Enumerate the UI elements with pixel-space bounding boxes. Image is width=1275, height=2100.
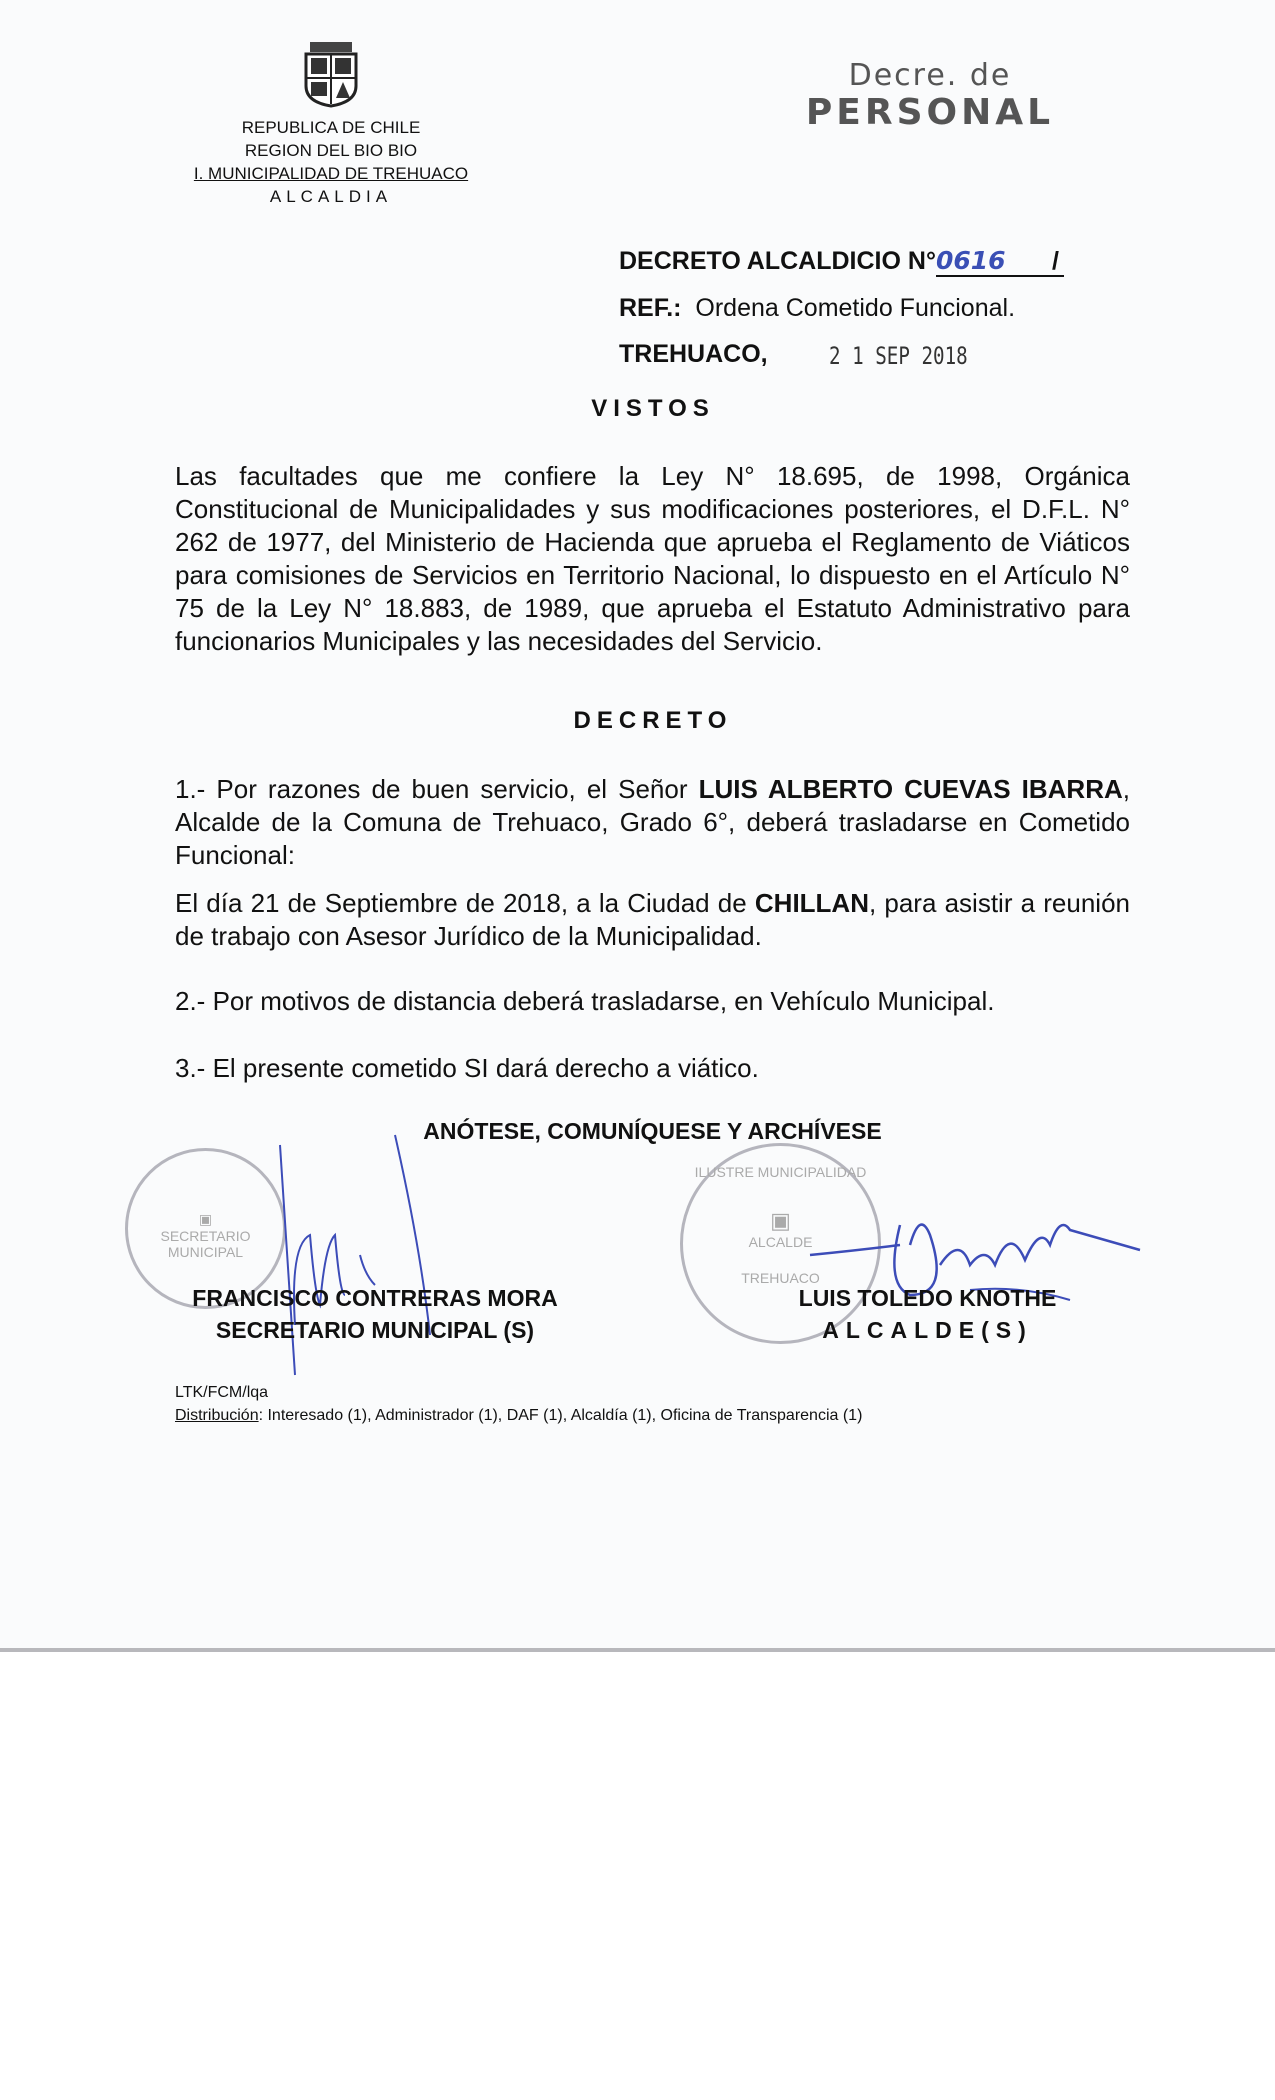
decree-slash: / <box>1051 247 1059 275</box>
official-name: LUIS ALBERTO CUEVAS IBARRA <box>698 774 1123 804</box>
date-stamp: 2 1 SEP 2018 <box>829 342 968 370</box>
initials: LTK/FCM/lqa <box>175 1384 269 1401</box>
place-date <box>619 340 968 370</box>
header-block <box>170 116 492 208</box>
header-municipality: I. MUNICIPALIDAD DE TREHUACO <box>193 164 469 183</box>
detail-text: El día 21 de Septiembre de 2018, a la Ciudad de <box>175 888 755 918</box>
vistos-text: Las facultades que me confiere la Ley N° 18.695, de 1998, Orgánica Constitucional de Municipalidades y sus modificaciones posteriores, el D.F.L. N° 262 de 1977, del Ministerio de Hacienda que aprueba el Reglamento de Viáticos para comisiones de Servicios en Territorio Nacional, lo dispuesto en el Artículo N° 75 de la Ley N° 18.883, de 1989, que aprueba el Estatuto Administrativo para funcionarios Municipales y las necesidades del Servicio. <box>175 461 1130 656</box>
closing-formula: ANÓTESE, COMUNÍQUESE Y ARCHÍVESE <box>423 1118 882 1144</box>
item1-text-post: , Alcalde de la Comuna de Trehuaco, Grado 6°, deberá trasladarse en Cometido Funcional: <box>175 774 1130 870</box>
item1-text: 1.- Por razones de buen servicio, el Señor <box>175 774 699 804</box>
secretary-seal: ▣ SECRETARIO MUNICIPAL <box>125 1148 286 1309</box>
decreto-heading: DECRETO <box>573 707 733 734</box>
secretary-name: FRANCISCO CONTRERAS MORA <box>192 1285 558 1311</box>
decree-item-3: 3.- El presente cometido SI dará derecho a viático. <box>175 1053 759 1083</box>
distribution <box>175 1407 862 1425</box>
stamp-line-2: PERSONAL <box>805 92 1055 133</box>
decree-item-2: 2.- Por motivos de distancia deberá trasladarse, en Vehículo Municipal. <box>175 986 995 1016</box>
mayor-seal: ILUSTRE MUNICIPALIDAD ▣ ALCALDE TREHUACO <box>680 1143 881 1344</box>
coat-of-arms-icon <box>300 40 362 108</box>
stamp-line-1: Decre. de <box>848 58 1012 93</box>
ref-text: Ordena Cometido Funcional. <box>695 294 1016 322</box>
ref-label: REF.: <box>619 294 682 322</box>
mayor-role: ALCALDE(S) <box>822 1317 1033 1343</box>
header-region: REGION DEL BIO BIO <box>244 141 418 160</box>
place: TREHUACO, <box>619 340 768 368</box>
decree-item-1 <box>175 773 1130 872</box>
destination-city: CHILLAN <box>754 888 869 918</box>
distribution-label: Distribución <box>175 1407 259 1424</box>
detail-text-post: , para asistir a reunión de trabajo con Asesor Jurídico de la Municipalidad. <box>175 888 1131 951</box>
secretary-signature-block <box>170 1282 580 1346</box>
mayor-name: LUIS TOLEDO KNOTHE <box>798 1285 1057 1311</box>
decree-title <box>619 246 1059 277</box>
header-country: REPUBLICA DE CHILE <box>241 118 421 137</box>
decree-detail <box>175 887 1130 953</box>
mayor-signature-block <box>780 1282 1075 1346</box>
secretary-role: SECRETARIO MUNICIPAL (S) <box>215 1317 535 1343</box>
distribution-list: : Interesado (1), Administrador (1), DAF (1), Alcaldía (1), Oficina de Transparencia (1) <box>258 1407 863 1424</box>
reference <box>619 294 1015 323</box>
decree-number: 0616 <box>936 246 1064 277</box>
vistos-heading: VISTOS <box>591 395 715 422</box>
decree-title-label: DECRETO ALCALDICIO N° <box>619 247 936 275</box>
header-office: ALCALDIA <box>269 187 393 206</box>
personal-stamp <box>800 58 1060 133</box>
